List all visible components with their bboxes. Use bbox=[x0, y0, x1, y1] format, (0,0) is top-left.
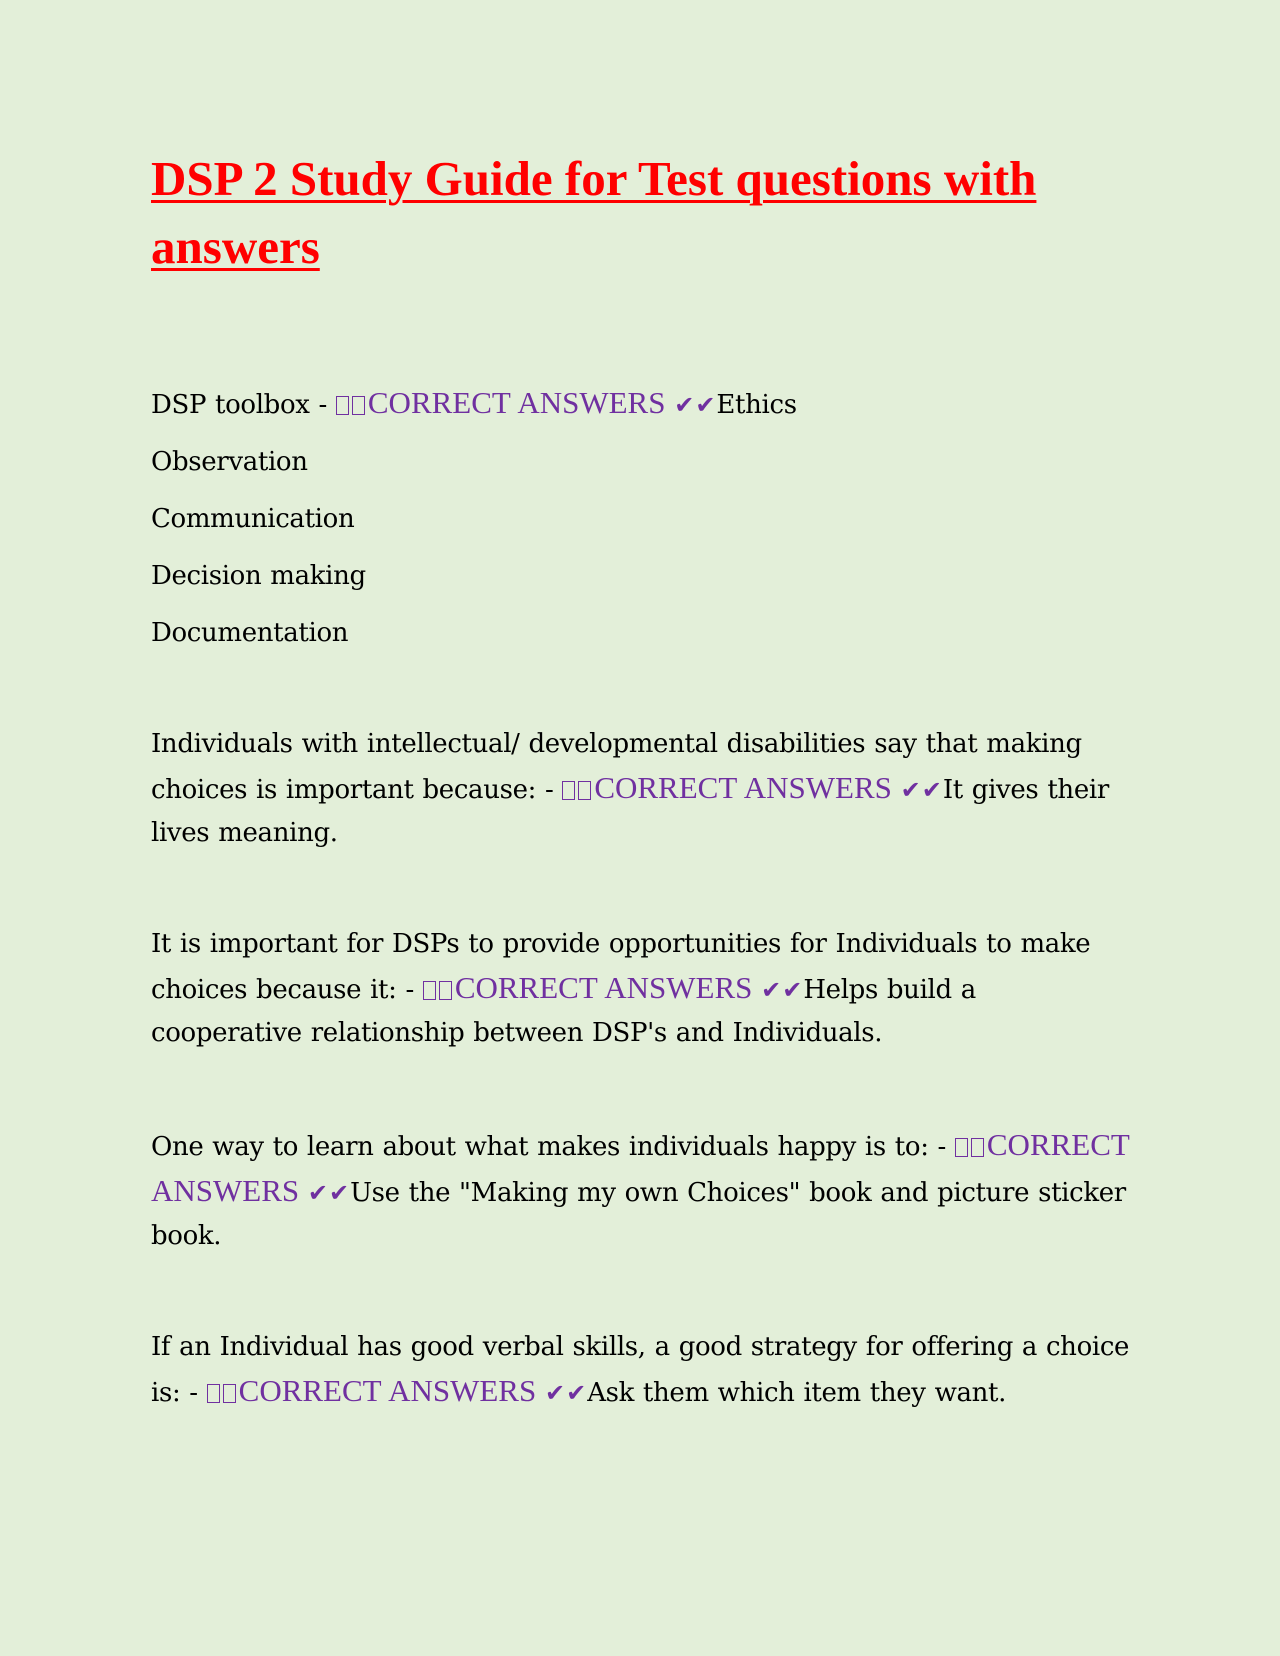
question-text: One way to learn about what makes individuals happy is to: - bbox=[151, 1132, 955, 1162]
qa-item-2 bbox=[151, 723, 1131, 855]
answer-text: Ethics bbox=[716, 390, 797, 420]
answer-marker bbox=[423, 970, 804, 1005]
checkbox-glyph-icon bbox=[223, 1384, 236, 1403]
qa-item-1 bbox=[151, 381, 1131, 655]
double-check-icon: ✔✔ bbox=[674, 391, 717, 419]
checkbox-glyph-icon bbox=[562, 781, 575, 800]
double-check-icon: ✔✔ bbox=[307, 1179, 351, 1207]
document-page bbox=[151, 145, 1131, 1415]
checkbox-glyph-icon bbox=[207, 1384, 220, 1403]
question-text: Individuals with intellectual/ developmental disabilities say that making choices is important because: - bbox=[151, 729, 1082, 805]
toolbox-item: Communication bbox=[151, 504, 355, 534]
answer-text: Ask them which item they want. bbox=[587, 1378, 1007, 1408]
question-text: If an Individual has good verbal skills, a good strategy for offering a choice is: - bbox=[151, 1332, 1130, 1408]
checkbox-glyph-icon bbox=[955, 1138, 968, 1157]
toolbox-item: Decision making bbox=[151, 561, 366, 591]
correct-answers-label: CORRECT ANSWERS bbox=[454, 970, 753, 1005]
checkbox-glyph-icon bbox=[971, 1138, 984, 1157]
qa-item-5 bbox=[151, 1326, 1131, 1415]
answer-marker bbox=[336, 385, 717, 420]
checkbox-glyph-icon bbox=[423, 981, 436, 1000]
correct-answers-label: CORRECT ANSWERS bbox=[151, 1127, 1130, 1208]
double-check-icon: ✔✔ bbox=[900, 776, 943, 804]
toolbox-item: Documentation bbox=[151, 618, 349, 648]
correct-answers-label: CORRECT ANSWERS bbox=[238, 1373, 537, 1408]
document-title: DSP 2 Study Guide for Test questions with answers bbox=[151, 151, 1037, 274]
correct-answers-label: CORRECT ANSWERS bbox=[594, 770, 892, 805]
correct-answers-label: CORRECT ANSWERS bbox=[367, 385, 666, 420]
toolbox-item: Observation bbox=[151, 447, 308, 477]
question-text: It is important for DSPs to provide opportunities for Individuals to make choices because it: - bbox=[151, 929, 1091, 1005]
answer-marker bbox=[562, 770, 943, 805]
checkbox-glyph-icon bbox=[439, 981, 452, 1000]
checkbox-glyph-icon bbox=[336, 396, 349, 415]
answer-text: Use the "Making my own Choices" book and picture sticker book. bbox=[151, 1178, 1126, 1251]
qa-item-4 bbox=[151, 1123, 1131, 1258]
question-text: DSP toolbox - bbox=[151, 390, 336, 420]
answer-text: Helps build a cooperative relationship between DSP's and Individuals. bbox=[151, 975, 976, 1048]
checkbox-glyph-icon bbox=[352, 396, 365, 415]
double-check-icon: ✔✔ bbox=[544, 1379, 588, 1407]
checkbox-glyph-icon bbox=[578, 781, 591, 800]
double-check-icon: ✔✔ bbox=[761, 976, 804, 1004]
answer-marker bbox=[207, 1373, 588, 1408]
qa-item-3 bbox=[151, 923, 1131, 1055]
answer-text: It gives their lives meaning. bbox=[151, 775, 1109, 848]
